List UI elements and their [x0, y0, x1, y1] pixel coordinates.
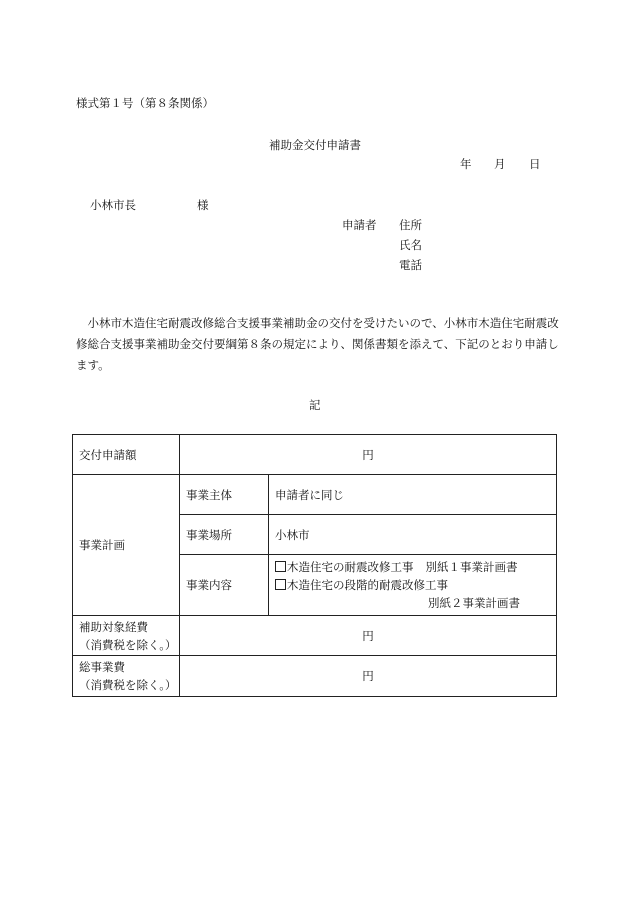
content-options	[269, 555, 557, 616]
option2-label: 木造住宅の段階的耐震改修工事	[287, 578, 448, 592]
option1-label: 木造住宅の耐震改修工事	[287, 560, 414, 574]
application-table	[72, 434, 557, 697]
eligible-cost-unit: 円	[180, 616, 557, 656]
subject-label: 事業主体	[180, 475, 269, 515]
table-row	[73, 435, 557, 475]
addressee-honorific: 様	[197, 198, 209, 212]
content-label: 事業内容	[180, 555, 269, 616]
total-cost-label-line2: （消費税を除く。）	[79, 678, 177, 692]
application-body-text: 小林市木造住宅耐震改修総合支援事業補助金の交付を受けたいので、小林市木造住宅耐震改修総合支援事業補助金交付要綱第８条の規定により、関係書類を添えて、下記のとおり申請します。	[76, 316, 559, 372]
location-label: 事業場所	[180, 515, 269, 555]
ki-heading: 記	[309, 398, 321, 412]
eligible-cost-label-line2: （消費税を除く。）	[79, 637, 177, 652]
location-value: 小林市	[269, 515, 557, 555]
option1-doc: 別紙１事業計画書	[425, 560, 518, 574]
form-number-label: 様式第１号（第８条関係）	[76, 96, 214, 110]
applicant-address-label: 住所	[399, 218, 422, 232]
table-row	[73, 616, 557, 656]
table-row	[73, 475, 557, 515]
plan-label: 事業計画	[73, 475, 180, 616]
date-day: 日	[529, 157, 541, 171]
amount-label: 交付申請額	[73, 435, 180, 475]
total-cost-unit: 円	[180, 656, 557, 697]
eligible-cost-label-line1: 補助対象経費	[79, 619, 148, 634]
total-cost-label	[73, 656, 180, 697]
addressee-name: 小林市長	[90, 198, 136, 212]
option2-checkbox[interactable]	[275, 579, 286, 590]
subject-value: 申請者に同じ	[269, 475, 557, 515]
applicant-name-label: 氏名	[399, 238, 422, 252]
option2-doc: 別紙２事業計画書	[428, 596, 520, 610]
eligible-cost-label	[73, 616, 180, 656]
table-row	[73, 656, 557, 697]
option1-checkbox[interactable]	[275, 561, 286, 572]
date-year: 年	[460, 157, 472, 171]
document-title: 補助金交付申請書	[269, 138, 361, 152]
date-month: 月	[494, 157, 506, 171]
applicant-label: 申請者	[342, 218, 377, 232]
applicant-phone-label: 電話	[399, 258, 422, 272]
amount-unit: 円	[180, 435, 557, 475]
total-cost-label-line1: 総事業費	[79, 660, 125, 674]
